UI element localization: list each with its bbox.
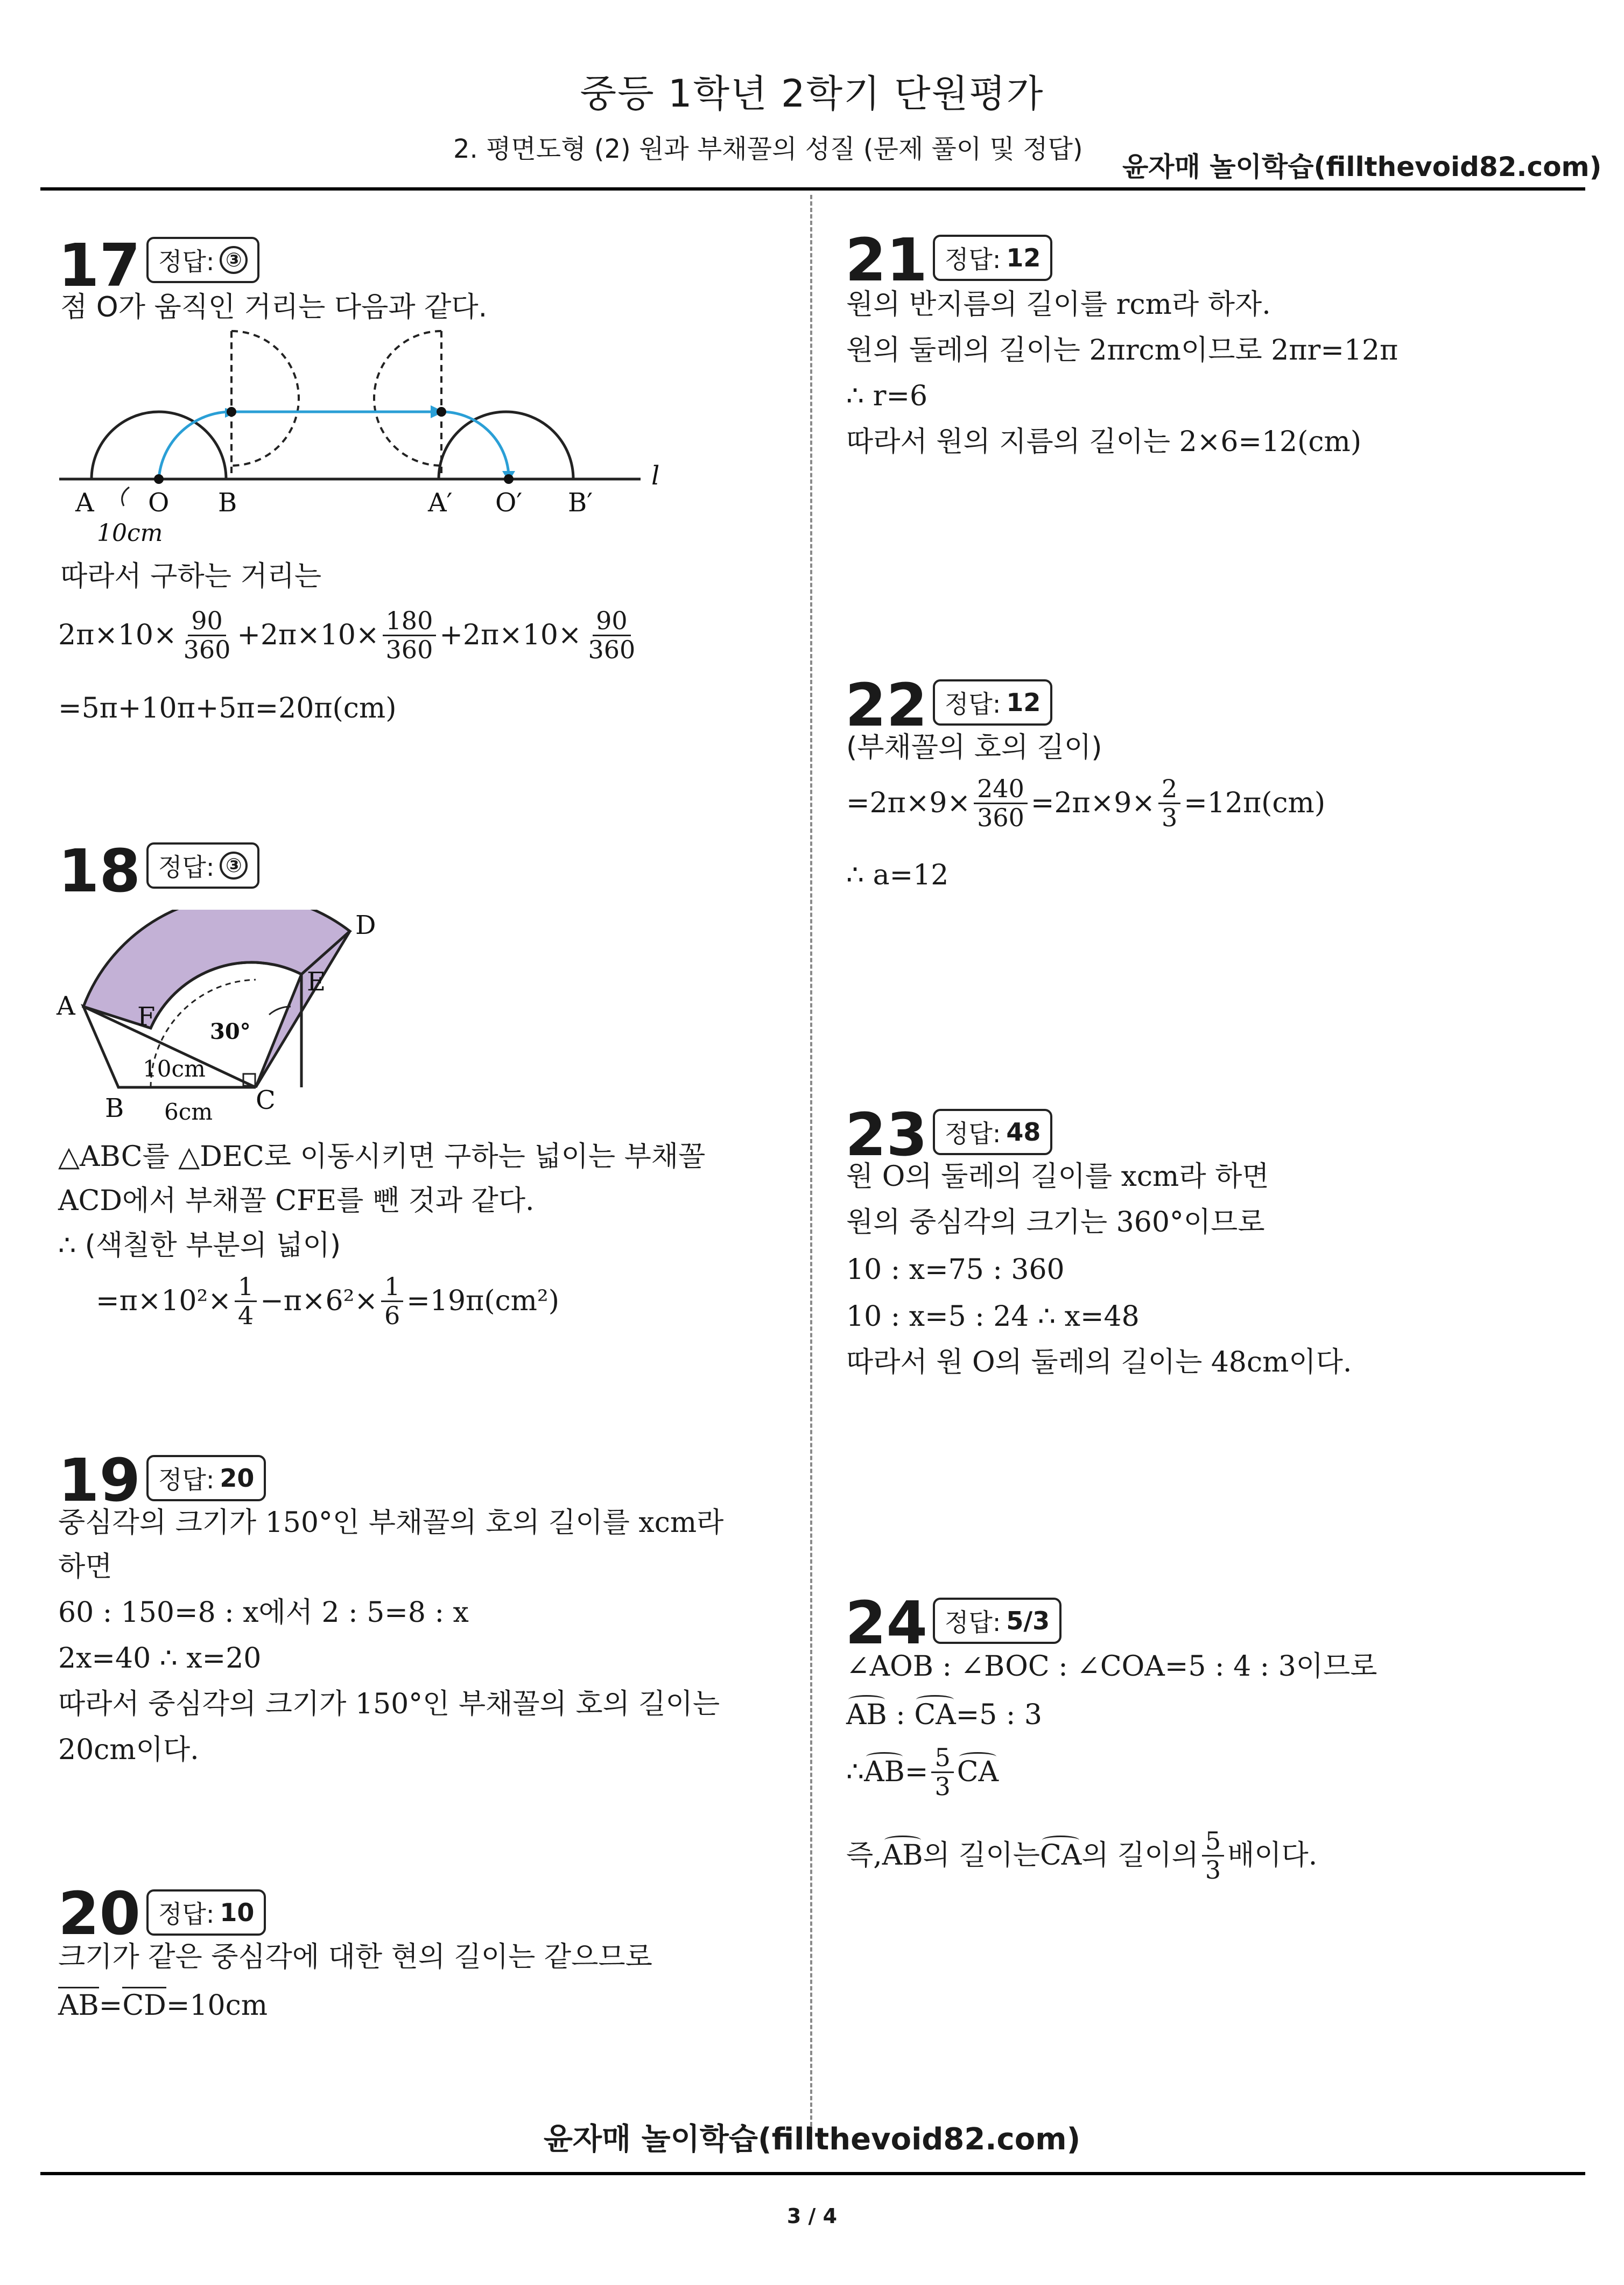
label-O2: O′ (495, 488, 523, 518)
q23-answer-box (933, 1109, 1052, 1155)
q20-answer-box (146, 1889, 266, 1936)
q18-line2: ACD에서 부채꼴 CFE를 뺀 것과 같다. (58, 1185, 535, 1217)
fraction: $\frac{90}{360}$ (183, 606, 231, 664)
q21-line1: 원의 반지름의 길이를 rcm라 하자. (846, 289, 1271, 321)
q19-answer: 20 (220, 1464, 255, 1493)
equals: = (904, 1755, 929, 1788)
q17-result: =5π+10π+5π=20π(cm) (58, 692, 397, 725)
q18-term3: =19π(cm²) (406, 1284, 560, 1317)
q24-answer: 5/3 (1006, 1606, 1050, 1635)
quarter-rotated-1 (231, 331, 299, 466)
q24-text: 의 길이의 (1081, 1839, 1199, 1872)
answer-label: 정답: (158, 1465, 215, 1494)
q22-term1: =2π×9× (846, 786, 971, 819)
q22-answer-box (933, 679, 1052, 726)
q23-line2: 원의 중심각의 크기는 360°이므로 (846, 1206, 1265, 1239)
ratio-value: =5 : 3 (955, 1699, 1043, 1731)
arc-AB: AB (864, 1755, 905, 1788)
q20-number: 20 (58, 1879, 141, 1948)
label-F: F (137, 1002, 156, 1032)
q22-line3: ∴ a=12 (846, 859, 949, 891)
q17-answer-box (146, 237, 259, 283)
page-title: 중등 1학년 2학기 단원평가 (580, 72, 1044, 116)
q19-line5: 따라서 중심각의 크기가 150°인 부채꼴의 호의 길이는 (58, 1688, 720, 1720)
fraction: $\frac{1}{4}$ (235, 1273, 257, 1329)
q19-line6: 20cm이다. (58, 1734, 199, 1766)
q17-line1: 점 O가 움직인 거리는 다음과 같다. (60, 291, 488, 324)
quarter-rotated-2 (374, 331, 441, 466)
segment-AB: AB (58, 1987, 99, 2022)
q24-line4 (846, 1827, 1317, 1883)
q24-answer-box (933, 1598, 1061, 1644)
q18-number: 18 (58, 836, 141, 905)
q24-text: 배이다. (1227, 1839, 1318, 1872)
q22-term2: =2π×9× (1030, 786, 1155, 819)
q18-line3: ∴ (색칠한 부분의 넓이) (58, 1229, 341, 1262)
q19-line2: 하면 (58, 1551, 113, 1583)
q18-term2: −π×6²× (260, 1284, 378, 1317)
page-number: 3 / 4 (786, 2204, 838, 2228)
label-B: B (218, 488, 237, 518)
q23-answer: 48 (1006, 1117, 1041, 1147)
point-O (154, 474, 164, 484)
q18-figure (54, 910, 388, 1125)
fraction: $\frac{180}{360}$ (383, 607, 437, 663)
fraction: $\frac{240}{360}$ (974, 775, 1028, 831)
label-D: D (355, 910, 376, 940)
q22-line1: (부채꼴의 호의 길이) (846, 732, 1102, 764)
fraction: $\frac{5}{3}$ (931, 1744, 953, 1800)
arc-AB: AB (882, 1839, 923, 1872)
q18-line1: △ABC를 △DEC로 이동시키면 구하는 넓이는 부채꼴 (58, 1141, 706, 1173)
q19-line3: 60 : 150=8 : x에서 2 : 5=8 : x (58, 1597, 469, 1629)
fraction: $\frac{1}{6}$ (381, 1273, 403, 1329)
label-angle: 30° (210, 1019, 251, 1044)
q20-answer: 10 (220, 1898, 255, 1927)
answer-label: 정답: (945, 1608, 1001, 1637)
label-O: O (148, 488, 170, 518)
q21-answer: 12 (1006, 243, 1041, 272)
q24-text: 즉, (846, 1839, 882, 1872)
q17-line2: 따라서 구하는 거리는 (60, 560, 322, 593)
q24-line2 (846, 1698, 1042, 1732)
segment-CD: CD (122, 1987, 166, 2022)
q22-number: 22 (845, 671, 928, 740)
q17-term1: 2π×10× (58, 618, 177, 651)
q21-line4: 따라서 원의 지름의 길이는 2×6=12(cm) (846, 426, 1362, 458)
q17-answer: ③ (220, 246, 248, 274)
q22-answer: 12 (1006, 688, 1041, 717)
fraction: $\frac{2}{3}$ (1158, 775, 1180, 831)
q17-term2: +2π×10× (237, 618, 379, 651)
answer-label: 정답: (158, 853, 215, 882)
q21-line2: 원의 둘레의 길이는 2πrcm이므로 2πr=12π (846, 334, 1398, 367)
label-10cm: 10cm (143, 1056, 206, 1082)
answer-label: 정답: (158, 247, 215, 276)
label-E: E (307, 967, 326, 997)
q23-line5: 따라서 원 O의 둘레의 길이는 48cm이다. (846, 1346, 1352, 1379)
q17-figure (54, 323, 678, 549)
q23-line1: 원 O의 둘레의 길이를 xcm라 하면 (846, 1161, 1269, 1193)
q17-term3: +2π×10× (439, 618, 582, 651)
label-B: B (105, 1093, 124, 1123)
q19-line1: 중심각의 크기가 150°인 부채꼴의 호의 길이를 xcm라 (58, 1507, 724, 1539)
label-l: l (651, 461, 660, 491)
q19-number: 19 (58, 1446, 141, 1515)
q22-equation (846, 775, 1325, 831)
column-divider (810, 195, 812, 2133)
semicircle-end (439, 412, 573, 479)
q18-equation (96, 1273, 559, 1329)
q19-answer-box (146, 1455, 266, 1501)
ratio-sep: : (887, 1699, 915, 1731)
q24-number: 24 (845, 1588, 928, 1657)
q17-equation (58, 607, 642, 663)
answer-label: 정답: (945, 690, 1001, 719)
q18-term1: =π×10²× (96, 1284, 231, 1317)
label-radius: 10cm (97, 519, 163, 547)
q20-value: =10cm (166, 1989, 268, 2022)
q21-line3: ∴ r=6 (846, 380, 928, 412)
path-arc-1 (159, 412, 231, 479)
q18-answer-box (146, 842, 259, 889)
label-A: A (57, 991, 75, 1021)
q17-number: 17 (58, 231, 141, 300)
q23-number: 23 (845, 1100, 928, 1169)
label-6cm: 6cm (164, 1099, 213, 1125)
therefore: ∴ (846, 1755, 864, 1788)
arc-CA: CA (1040, 1839, 1082, 1872)
answer-label: 정답: (945, 245, 1001, 274)
q24-text: 의 길이는 (923, 1839, 1040, 1872)
fraction: $\frac{90}{360}$ (588, 606, 636, 664)
q22-term3: =12π(cm) (1184, 786, 1326, 819)
semicircle-start (92, 412, 226, 479)
answer-label: 정답: (945, 1119, 1001, 1148)
path-arc-2 (441, 412, 509, 475)
fraction: $\frac{5}{3}$ (1202, 1827, 1224, 1883)
arc-AB: AB (846, 1699, 887, 1731)
label-A2: A′ (428, 488, 453, 518)
q24-line3 (846, 1744, 999, 1800)
equals: = (99, 1989, 123, 2022)
q20-line1: 크기가 같은 중심각에 대한 현의 길이는 같으므로 (58, 1941, 652, 1973)
footer-rule (40, 2172, 1585, 2175)
label-A: A (75, 488, 94, 518)
page-subtitle: 2. 평면도형 (2) 원과 부채꼴의 성질 (문제 풀이 및 정답) (453, 134, 1083, 164)
label-B2: B′ (568, 488, 593, 518)
header-rule (40, 187, 1585, 191)
answer-label: 정답: (158, 1900, 215, 1929)
q21-number: 21 (845, 226, 928, 294)
q24-line1: ∠AOB : ∠BOC : ∠COA=5 : 4 : 3이므로 (846, 1650, 1377, 1683)
q23-line4: 10 : x=5 : 24 ∴ x=48 (846, 1300, 1140, 1333)
arc-CA: CA (914, 1699, 956, 1731)
q20-line2 (58, 1989, 268, 2022)
q19-line4: 2x=40 ∴ x=20 (58, 1642, 262, 1675)
footer-brand: 윤자매 놀이학습(fillthevoid82.com) (543, 2122, 1081, 2157)
arc-CA: CA (957, 1755, 999, 1788)
q18-answer: ③ (220, 852, 248, 880)
q23-line3: 10 : x=75 : 360 (846, 1254, 1065, 1286)
point-O2 (504, 474, 514, 484)
header-brand: 윤자매 놀이학습(fillthevoid82.com) (1122, 151, 1602, 182)
q21-answer-box (933, 235, 1052, 281)
label-C: C (256, 1085, 276, 1115)
